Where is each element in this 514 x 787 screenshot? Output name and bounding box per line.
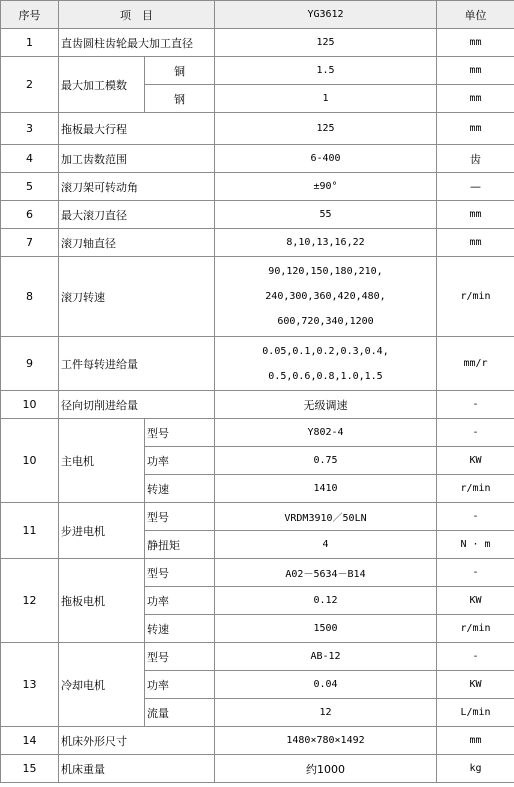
row-no: 6 [1,201,59,229]
row-item: 直齿圆柱齿轮最大加工直径 [59,29,215,57]
table-row [1,503,514,531]
row-sub-label: 转速 [145,615,215,643]
header-model: YG3612 [215,1,437,29]
table-row [1,257,514,337]
row-unit: mm [437,201,514,229]
row-sub-label: 转速 [145,475,215,503]
row-unit: KW [437,671,514,699]
row-unit: - [437,391,514,419]
row-sub-label: 铜 [145,57,215,85]
row-sub-label: 型号 [145,559,215,587]
row-unit: mm [437,113,514,145]
row-sub-label: 型号 [145,503,215,531]
row-value: 约1000 [215,755,437,783]
row-value: AB-12 [215,643,437,671]
row-item: 主电机 [59,419,145,503]
row-unit: mm [437,229,514,257]
row-unit: mm/r [437,337,514,391]
value-line: 600,720,340,1200 [277,316,374,327]
row-item: 滚刀轴直径 [59,229,215,257]
row-value: VRDM3910／50LN [215,503,437,531]
header-no: 序号 [1,1,59,29]
row-unit: KW [437,447,514,475]
row-value: A02－5634－B14 [215,559,437,587]
row-value: Y802-4 [215,419,437,447]
row-no: 11 [1,503,59,559]
row-sub-label: 型号 [145,643,215,671]
row-unit: KW [437,587,514,615]
row-value [215,257,437,337]
table-row [1,391,514,419]
table-row [1,57,514,85]
row-value: 0.12 [215,587,437,615]
value-line: 90,120,150,180,210, [268,266,383,277]
row-unit: - [437,503,514,531]
row-value: 0.04 [215,671,437,699]
row-sub-label: 功率 [145,587,215,615]
row-item: 机床外形尺寸 [59,727,215,755]
row-no: 1 [1,29,59,57]
row-item: 工件每转进给量 [59,337,215,391]
row-no: 5 [1,173,59,201]
row-value: 无级调速 [215,391,437,419]
row-value: 1500 [215,615,437,643]
table-row [1,559,514,587]
row-sub-label: 静扭矩 [145,531,215,559]
row-unit: r/min [437,475,514,503]
row-item: 加工齿数范围 [59,145,215,173]
row-sub-label: 钢 [145,85,215,113]
row-no: 13 [1,643,59,727]
header-item: 项 目 [59,1,215,29]
row-no: 7 [1,229,59,257]
row-unit: mm [437,727,514,755]
row-sub-label: 功率 [145,671,215,699]
row-unit: mm [437,85,514,113]
row-unit: kg [437,755,514,783]
row-item: 冷却电机 [59,643,145,727]
header-unit: 单位 [437,1,514,29]
row-item: 滚刀架可转动角 [59,173,215,201]
row-no: 2 [1,57,59,113]
table-row [1,201,514,229]
row-item: 最大滚刀直径 [59,201,215,229]
row-item: 步进电机 [59,503,145,559]
value-line: 0.05,0.1,0.2,0.3,0.4, [262,345,389,357]
row-value: 0.75 [215,447,437,475]
row-value: 1410 [215,475,437,503]
row-item: 滚刀转速 [59,257,215,337]
value-line: 0.5,0.6,0.8,1.0,1.5 [268,370,383,382]
row-unit: r/min [437,615,514,643]
row-unit: - [437,559,514,587]
table-row [1,419,514,447]
row-unit: L/min [437,699,514,727]
row-item: 径向切削进给量 [59,391,215,419]
table-row [1,727,514,755]
table-row [1,643,514,671]
row-no: 10 [1,419,59,503]
row-unit: - [437,419,514,447]
row-unit: mm [437,29,514,57]
row-item: 拖板最大行程 [59,113,215,145]
row-unit: — [437,173,514,201]
row-no: 12 [1,559,59,643]
row-value: 1.5 [215,57,437,85]
row-no: 4 [1,145,59,173]
table-row [1,337,514,391]
row-item: 最大加工模数 [59,57,145,113]
row-value: 125 [215,113,437,145]
row-sub-label: 流量 [145,699,215,727]
row-sub-label: 功率 [145,447,215,475]
table-row [1,29,514,57]
row-item: 拖板电机 [59,559,145,643]
row-no: 9 [1,337,59,391]
table-row [1,145,514,173]
header-row [1,1,514,29]
row-value: 55 [215,201,437,229]
row-unit: r/min [437,257,514,337]
row-sub-label: 型号 [145,419,215,447]
row-no: 14 [1,727,59,755]
row-value: 8,10,13,16,22 [215,229,437,257]
row-no: 10 [1,391,59,419]
table-row [1,113,514,145]
row-value: 1 [215,85,437,113]
row-value: 4 [215,531,437,559]
row-unit: 齿 [437,145,514,173]
table-row [1,229,514,257]
row-unit: - [437,643,514,671]
row-value [215,337,437,391]
table-row [1,755,514,783]
row-value: 12 [215,699,437,727]
row-no: 3 [1,113,59,145]
row-no: 8 [1,257,59,337]
value-line: 240,300,360,420,480, [265,291,386,302]
row-value: ±90° [215,173,437,201]
row-value: 125 [215,29,437,57]
row-value: 6-400 [215,145,437,173]
row-no: 15 [1,755,59,783]
row-item: 机床重量 [59,755,215,783]
row-unit: mm [437,57,514,85]
row-unit: N · m [437,531,514,559]
table-row [1,173,514,201]
row-value: 1480×780×1492 [215,727,437,755]
